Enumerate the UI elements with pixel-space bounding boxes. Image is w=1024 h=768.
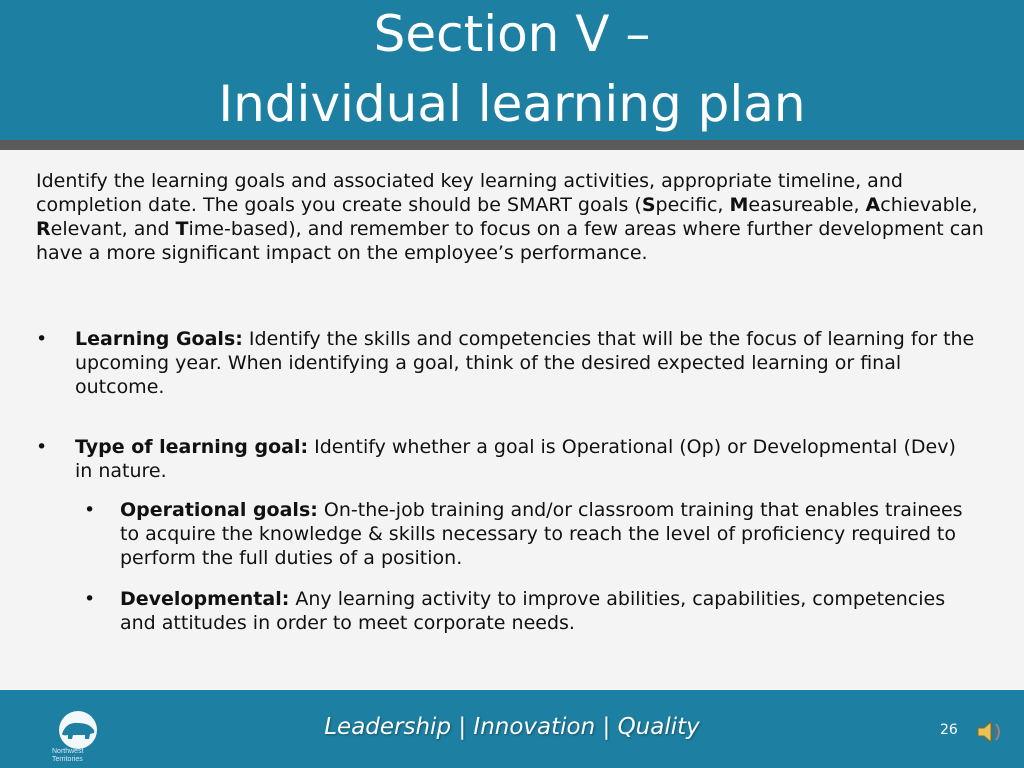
bullet-label: Type of learning goal:	[75, 436, 309, 458]
smart-t: T	[175, 218, 189, 240]
bullet-text	[120, 498, 986, 570]
bullet-body: Identify the skills and competencies that will be the focus of learning for the upcoming year. When identifying a goal, think of the desired expected learning or final outcome.	[75, 328, 975, 398]
smart-a-rest: chievable,	[880, 194, 978, 216]
bullet-body: On-the-job training and/or classroom training that enables trainees to acquire the knowledge & skills necessary to reach the level of proficiency required to perform the full duties of a position.	[120, 499, 963, 569]
speaker-icon[interactable]	[975, 718, 1003, 750]
intro-paragraph	[36, 169, 998, 265]
bullet-marker: •	[36, 328, 48, 350]
smart-r: R	[36, 218, 51, 240]
bullet-label: Learning Goals:	[75, 328, 243, 350]
smart-a: A	[865, 194, 881, 216]
slide-title-line1: Section V –	[373, 5, 651, 63]
slide-footer	[0, 690, 1024, 768]
smart-s: S	[641, 194, 656, 216]
slide-title-line2: Individual learning plan	[218, 75, 806, 133]
smart-m-rest: easureable,	[748, 194, 866, 216]
bullet-body: Any learning activity to improve abilities, capabilities, competencies and attitudes in order to meet corporate needs.	[120, 588, 946, 634]
bullet-label: Operational goals:	[120, 499, 318, 521]
slide-content	[0, 150, 1024, 690]
bullet-marker: •	[84, 588, 96, 610]
intro-text: Identify the learning goals and associated key learning activities, appropriate timeline, and completion date. The goals you create should be SMART goals (	[36, 170, 903, 216]
footer-tagline: Leadership | Innovation | Quality	[324, 714, 700, 740]
slide-header	[0, 0, 1024, 140]
smart-t-rest: ime-based), and remember to focus on a few areas where further development can have a more significant impact on the employee’s performance.	[36, 218, 984, 264]
smart-s-rest: pecific,	[655, 194, 730, 216]
bullet-text	[120, 587, 986, 635]
logo-text-line2: Territories	[52, 756, 83, 763]
slide-number: 26	[940, 722, 958, 738]
smart-r-rest: elevant, and	[50, 218, 176, 240]
bullet-marker: •	[84, 499, 96, 521]
logo-text-line1: Northwest	[52, 748, 84, 755]
bullet-label: Developmental:	[120, 588, 290, 610]
bullet-text	[75, 327, 975, 399]
bullet-body: Identify whether a goal is Operational (Op) or Developmental (Dev) in nature.	[75, 436, 956, 482]
logo-text	[52, 748, 84, 764]
bullet-text	[75, 435, 975, 483]
smart-m: M	[729, 194, 749, 216]
bullet-marker: •	[36, 436, 48, 458]
header-divider	[0, 140, 1024, 150]
